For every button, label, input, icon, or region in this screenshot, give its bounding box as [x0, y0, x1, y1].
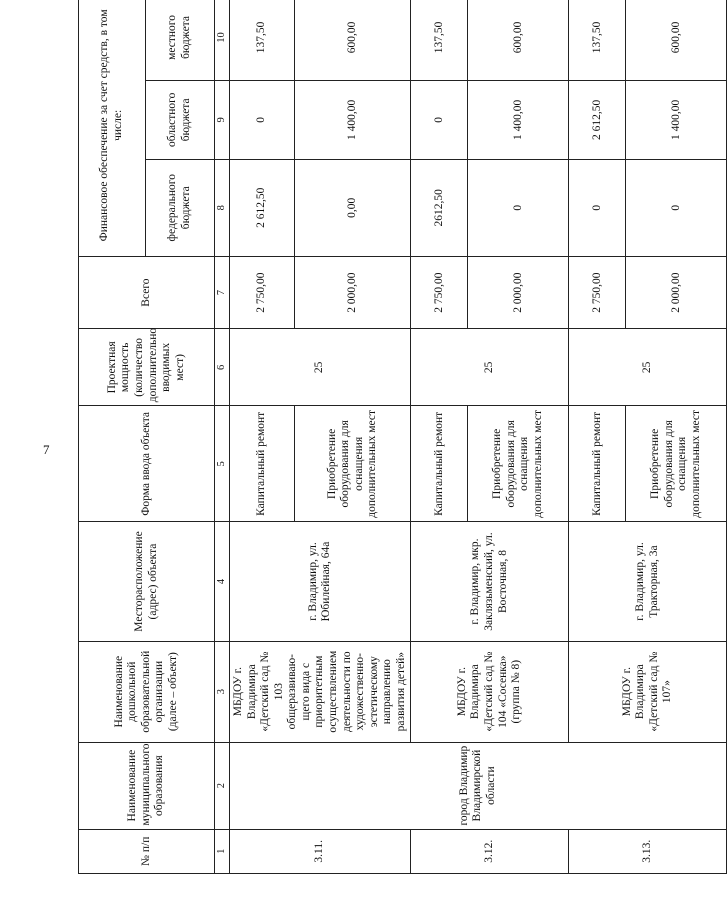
form-cell: Капитальный ремонт	[230, 406, 295, 522]
financing-table	[78, 0, 727, 874]
federal-cell: 0	[468, 159, 569, 256]
column-number: 9	[215, 80, 230, 159]
column-number: 4	[215, 522, 230, 641]
regional-cell: 0	[230, 80, 295, 159]
total-cell: 2 000,00	[468, 256, 569, 329]
header-federal: федерального бюджета	[146, 159, 215, 256]
header-organization: Наименование дошкольной образовательной организации (далее – объект)	[79, 641, 215, 742]
total-cell: 2 750,00	[569, 256, 626, 329]
regional-cell: 1 400,00	[626, 80, 727, 159]
header-address: Месторасположение (адрес) объекта	[79, 522, 215, 641]
organization-cell: МБДОУ г. Владимира «Детский сад № 107»	[569, 641, 727, 742]
local-cell: 600,00	[626, 0, 727, 80]
row-number: 3.12.	[411, 829, 569, 873]
address-cell: г. Владимир, ул. Тракторная, 3а	[569, 522, 727, 641]
header-num: № п/п	[79, 829, 215, 873]
form-cell: Приобретение оборудования для оснащения дополнительных мест	[626, 406, 727, 522]
header-row	[79, 0, 146, 874]
local-cell: 137,50	[411, 0, 468, 80]
form-cell: Капитальный ремонт	[569, 406, 626, 522]
organization-cell: МБДОУ г. Владимира «Детский сад № 104 «Сосенка» (группа № 8)	[411, 641, 569, 742]
capacity-cell: 25	[569, 329, 727, 406]
total-cell: 2 000,00	[626, 256, 727, 329]
header-capacity: Проектная мощность (количество дополнительно вводимых мест)	[79, 329, 215, 406]
table-row	[230, 0, 295, 874]
municipality-cell: город Владимир Владимирской области	[230, 742, 727, 829]
federal-cell: 0	[569, 159, 626, 256]
federal-cell: 2612,50	[411, 159, 468, 256]
column-number-row	[215, 0, 230, 874]
capacity-cell: 25	[411, 329, 569, 406]
regional-cell: 1 400,00	[468, 80, 569, 159]
header-regional: областного бюджета	[146, 80, 215, 159]
header-municipality: Наименование муниципального образования	[79, 742, 215, 829]
address-cell: г. Владимир, мкр. Заклязьменский, ул. Восточная, 8	[411, 522, 569, 641]
total-cell: 2 750,00	[230, 256, 295, 329]
column-number: 7	[215, 256, 230, 329]
local-cell: 137,50	[230, 0, 295, 80]
column-number: 2	[215, 742, 230, 829]
page-number: 7	[43, 442, 50, 457]
column-number: 3	[215, 641, 230, 742]
federal-cell: 0,00	[295, 159, 411, 256]
regional-cell: 2 612,50	[569, 80, 626, 159]
column-number: 10	[215, 0, 230, 80]
row-number: 3.13.	[569, 829, 727, 873]
local-cell: 600,00	[295, 0, 411, 80]
local-cell: 137,50	[569, 0, 626, 80]
financing-table-rotated	[78, 0, 702, 874]
organization-cell: МБДОУ г. Владимира «Детский сад № 103 общеразвиваю-щего вида с приоритетным осуществлением деятельности по художественно-эстетическому направлению развития детей»	[230, 641, 411, 742]
column-number: 1	[215, 829, 230, 873]
form-cell: Приобретение оборудования для оснащения дополнительных мест	[295, 406, 411, 522]
regional-cell: 1 400,00	[295, 80, 411, 159]
federal-cell: 2 612,50	[230, 159, 295, 256]
total-cell: 2 000,00	[295, 256, 411, 329]
column-number: 5	[215, 406, 230, 522]
header-financing: Финансовое обеспечение за счет средств, в том числе:	[79, 0, 146, 256]
row-number: 3.11.	[230, 829, 411, 873]
federal-cell: 0	[626, 159, 727, 256]
column-number: 6	[215, 329, 230, 406]
address-cell: г. Владимир, ул. Юбилейная, 64а	[230, 522, 411, 641]
regional-cell: 0	[411, 80, 468, 159]
form-cell: Капитальный ремонт	[411, 406, 468, 522]
column-number: 8	[215, 159, 230, 256]
total-cell: 2 750,00	[411, 256, 468, 329]
local-cell: 600,00	[468, 0, 569, 80]
header-total: Всего	[79, 256, 215, 329]
header-local: местного бюджета	[146, 0, 215, 80]
form-cell: Приобретение оборудования для оснащения дополнительных мест	[468, 406, 569, 522]
capacity-cell: 25	[230, 329, 411, 406]
header-form: Форма ввода объекта	[79, 406, 215, 522]
